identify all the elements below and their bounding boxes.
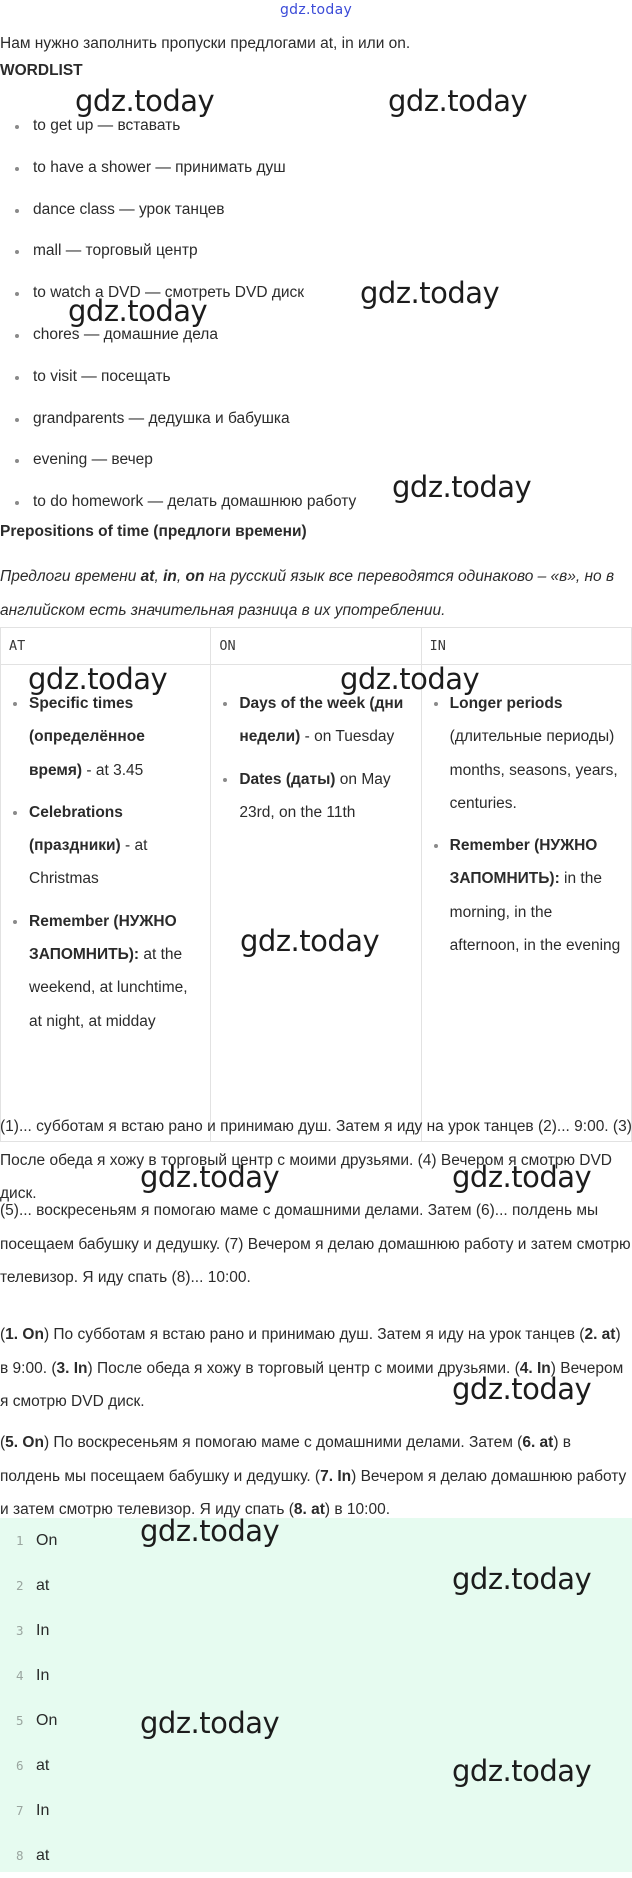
answer-value: On [36, 1712, 58, 1729]
desc-on: on [185, 568, 205, 585]
answer-number: 3 [16, 1623, 24, 1638]
table-row [1, 665, 632, 1142]
rule-text: on May 23rd, on the 11th [239, 770, 391, 821]
answer-highlight: 7. In [320, 1467, 352, 1485]
rule-title: Specific times (определённое время) [29, 695, 145, 779]
answer-fragment: ) После обеда я хожу в торговый центр с моими друзьями. ( [87, 1359, 520, 1377]
rule-item [223, 763, 410, 830]
watermark: gdz.today [75, 84, 215, 118]
rule-text: in the morning, in the afternoon, in the evening [449, 870, 621, 955]
answer-number: 7 [16, 1803, 24, 1818]
answer-highlight: 2. at [584, 1326, 616, 1343]
answer-value: On [36, 1532, 58, 1549]
answer-fragment: ) в 10:00. [324, 1501, 391, 1518]
wordlist-heading: WORDLIST [0, 62, 83, 79]
prepositions-description [0, 560, 632, 627]
wordlist-item: mall — торговый центр [0, 230, 632, 272]
answer-value: at [36, 1757, 50, 1774]
rule-title: Longer periods [449, 695, 563, 712]
answer-highlight: 8. at [293, 1501, 325, 1518]
answer-fragment: ) По воскресеньям я помогаю маме с домашними делами. Затем ( [43, 1434, 523, 1451]
answer-fragment: ) в 9:00. ( [0, 1326, 621, 1377]
answer-fragment: ( [0, 1326, 6, 1343]
rule-text: - at 3.45 [82, 761, 144, 779]
answer-value: In [36, 1802, 50, 1819]
wordlist-item: grandparents — дедушка и бабушка [0, 398, 632, 440]
answer-text-2 [0, 1426, 632, 1527]
rule-title: Celebrations (праздники) [29, 803, 123, 855]
watermark: gdz.today [392, 470, 532, 504]
answer-number: 2 [16, 1578, 24, 1593]
answer-highlight: 1. On [5, 1326, 44, 1343]
answers-list [0, 1518, 632, 1872]
answer-fragment: ) По субботам я встаю рано и принимаю душ. Затем я иду на урок танцев ( [43, 1326, 585, 1343]
wordlist-item: to have a shower — принимать душ [0, 147, 632, 189]
answer-row [0, 1743, 632, 1788]
watermark: gdz.today [28, 662, 168, 696]
answer-value: In [36, 1667, 50, 1684]
wordlist-item: evening — вечер [0, 439, 632, 481]
watermark: gdz.today [452, 1754, 592, 1788]
answer-highlight: 5. On [5, 1434, 44, 1451]
rule-item [223, 687, 410, 754]
rule-text: at the weekend, at lunchtime, at night, at midday [29, 946, 188, 1030]
desc-text: на русский язык все переводятся одинаково – «в», но в английском есть значительная разница в их употреблении. [0, 568, 615, 619]
cell-at [1, 665, 211, 1142]
answer-number: 8 [16, 1848, 24, 1863]
rule-text: - on Tuesday [300, 728, 395, 746]
answer-row [0, 1833, 632, 1878]
answer-row [0, 1608, 632, 1653]
answer-row [0, 1563, 632, 1608]
wordlist-item: to get up — вставать [0, 105, 632, 147]
rule-title: Days of the week (дни недели) [239, 695, 404, 746]
rule-item [13, 796, 200, 896]
wordlist-item: chores — домашние дела [0, 314, 632, 356]
watermark: gdz.today [140, 1160, 280, 1194]
desc-sep: , [176, 568, 186, 585]
rule-text: - at Christmas [29, 837, 148, 888]
wordlist-item: to visit — посещать [0, 356, 632, 398]
wordlist-item: to watch a DVD — смотреть DVD диск [0, 272, 632, 314]
rule-title: Remember (НУЖНО ЗАПОМНИТЬ): [29, 912, 177, 964]
rule-item [434, 829, 621, 962]
watermark: gdz.today [452, 1562, 592, 1596]
answer-number: 5 [16, 1713, 24, 1728]
site-logo[interactable]: gdz.today [279, 2, 353, 18]
watermark: gdz.today [240, 924, 380, 958]
answer-fragment: ) в полдень мы посещаем бабушку и дедушку. ( [0, 1434, 572, 1485]
rule-text: (длительные периоды) months, seasons, years, centuries. [449, 728, 618, 812]
header-in: IN [421, 628, 631, 665]
watermark: gdz.today [452, 1372, 592, 1406]
watermark: gdz.today [360, 276, 500, 310]
wordlist [0, 105, 632, 523]
watermark: gdz.today [68, 294, 208, 328]
answer-row [0, 1788, 632, 1833]
wordlist-item: to do homework — делать домашнюю работу [0, 481, 632, 523]
answer-fragment: ( [0, 1434, 6, 1451]
watermark: gdz.today [340, 662, 480, 696]
rule-title: Remember (НУЖНО ЗАПОМНИТЬ): [449, 837, 598, 888]
exercise-text-1: (1)... субботам я встаю рано и принимаю душ. Затем я иду на урок танцев (2)... 9:00. (3) После обеда я хожу в торговый центр с моими друзьями. (4) Вечером я смотрю DVD диск. [0, 1118, 632, 1202]
answer-value: at [36, 1577, 50, 1594]
answer-row [0, 1653, 632, 1698]
answer-text-1 [0, 1318, 632, 1419]
answer-number: 6 [16, 1758, 24, 1773]
answer-row [0, 1518, 632, 1563]
answer-fragment: ) Вечером я смотрю DVD диск. [0, 1359, 624, 1410]
table-header-row [1, 628, 632, 665]
prepositions-table [0, 627, 632, 1142]
watermark: gdz.today [140, 1514, 280, 1548]
watermark: gdz.today [452, 1160, 592, 1194]
desc-in: in [163, 568, 177, 585]
rule-item [434, 687, 621, 820]
cell-in [421, 665, 631, 1142]
answer-value: at [36, 1847, 50, 1864]
answer-number: 4 [16, 1668, 24, 1683]
answer-highlight: 3. In [56, 1359, 88, 1377]
answer-fragment: ) Вечером я делаю домашнюю работу и затем смотрю телевизор. Я иду спать ( [0, 1467, 627, 1518]
answer-row [0, 1698, 632, 1743]
prepositions-heading: Prepositions of time (предлоги времени) [0, 523, 307, 540]
header-at: AT [1, 628, 211, 665]
watermark: gdz.today [388, 84, 528, 118]
wordlist-item: dance class — урок танцев [0, 189, 632, 231]
header-on: ON [211, 628, 421, 665]
desc-at: at [140, 568, 155, 585]
intro-text: Нам нужно заполнить пропуски предлогами at, in или on. [0, 35, 411, 52]
answer-highlight: 6. at [522, 1434, 554, 1451]
desc-sep: , [154, 568, 164, 585]
answer-number: 1 [16, 1533, 24, 1548]
answer-value: In [36, 1622, 50, 1639]
rule-title: Dates (даты) [239, 770, 336, 788]
cell-on [211, 665, 421, 1142]
exercise-text-2: (5)... воскресеньям я помогаю маме с домашними делами. Затем (6)... полдень мы посещаем бабушку и дедушку. (7) Вечером я делаю домашнюю работу и затем смотрю телевизор. Я иду спать (8)... 10:00. [0, 1202, 631, 1286]
answer-highlight: 4. In [519, 1359, 551, 1377]
watermark: gdz.today [140, 1706, 280, 1740]
rule-item [13, 687, 200, 787]
desc-text: Предлоги времени [0, 568, 141, 585]
rule-item [13, 905, 200, 1038]
